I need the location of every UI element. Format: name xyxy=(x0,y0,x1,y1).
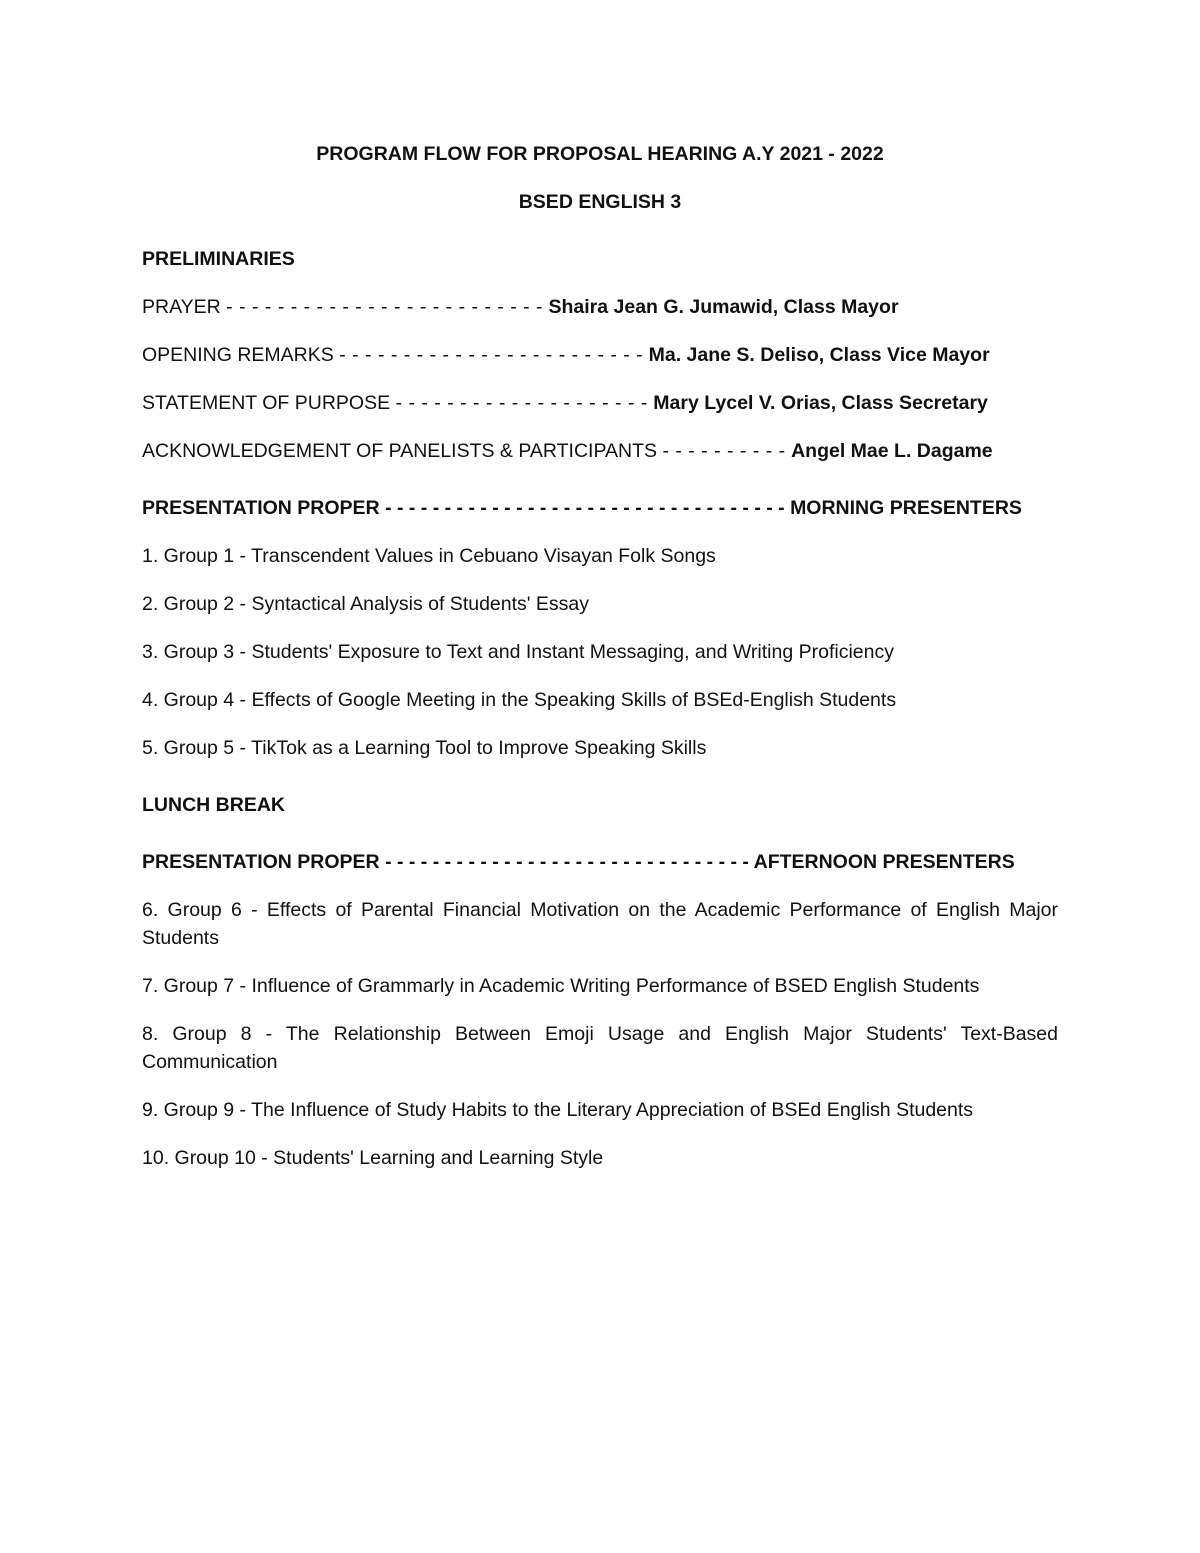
program-item-acknowledgement xyxy=(142,437,1058,465)
program-item-label: ACKNOWLEDGEMENT OF PANELISTS & PARTICIPANTS xyxy=(142,440,658,462)
dash-leader: - - - - - - - - - - xyxy=(662,440,786,462)
document-body xyxy=(142,140,1058,1172)
program-item-person: Shaira Jean G. Jumawid, Class Mayor xyxy=(548,296,899,318)
group-item: 3. Group 3 - Students' Exposure to Text and Instant Messaging, and Writing Proficiency xyxy=(142,641,894,663)
presentation-proper-label: PRESENTATION PROPER xyxy=(142,851,380,873)
program-item-label: OPENING REMARKS xyxy=(142,344,334,366)
dash-leader: - - - - - - - - - - - - - - - - - - - - - - - - - - - - - - - xyxy=(385,851,749,873)
afternoon-presentation-heading xyxy=(142,848,1058,876)
group-item: 6. Group 6 - Effects of Parental Financial Motivation on the Academic Performance of English Major Students xyxy=(142,899,1058,949)
group-item: 7. Group 7 - Influence of Grammarly in Academic Writing Performance of BSED English Students xyxy=(142,975,980,997)
group-item: 8. Group 8 - The Relationship Between Emoji Usage and English Major Students' Text-Based Communication xyxy=(142,1023,1058,1073)
document-subtitle: BSED ENGLISH 3 xyxy=(518,191,682,213)
dash-leader: - - - - - - - - - - - - - - - - - - - - - - - - xyxy=(339,344,644,366)
dash-leader: - - - - - - - - - - - - - - - - - - - - xyxy=(395,392,648,414)
presentation-proper-label: PRESENTATION PROPER xyxy=(142,497,380,519)
lunch-break-heading: LUNCH BREAK xyxy=(142,794,285,816)
dash-leader: - - - - - - - - - - - - - - - - - - - - - - - - - - - - - - - - - - xyxy=(385,497,785,519)
program-item-label: PRAYER xyxy=(142,296,221,318)
document-title: PROGRAM FLOW FOR PROPOSAL HEARING A.Y 2021 - 2022 xyxy=(316,143,884,165)
group-item: 5. Group 5 - TikTok as a Learning Tool to Improve Speaking Skills xyxy=(142,737,707,759)
program-item-person: Angel Mae L. Dagame xyxy=(791,440,993,462)
group-item: 9. Group 9 - The Influence of Study Habits to the Literary Appreciation of BSEd English Students xyxy=(142,1099,974,1121)
group-item: 2. Group 2 - Syntactical Analysis of Students' Essay xyxy=(142,593,590,615)
program-item-person: Mary Lycel V. Orias, Class Secretary xyxy=(653,392,988,414)
program-item-opening-remarks xyxy=(142,341,1058,369)
program-item-label: STATEMENT OF PURPOSE xyxy=(142,392,391,414)
program-item-person: Ma. Jane S. Deliso, Class Vice Mayor xyxy=(648,344,990,366)
session-label: AFTERNOON PRESENTERS xyxy=(753,851,1015,873)
group-item: 10. Group 10 - Students' Learning and Learning Style xyxy=(142,1147,604,1169)
group-item: 1. Group 1 - Transcendent Values in Cebuano Visayan Folk Songs xyxy=(142,545,716,567)
group-item: 4. Group 4 - Effects of Google Meeting in the Speaking Skills of BSEd-English Students xyxy=(142,689,897,711)
program-item-prayer xyxy=(142,293,1058,321)
session-label: MORNING PRESENTERS xyxy=(790,497,1022,519)
morning-presentation-heading xyxy=(142,494,1058,522)
preliminaries-heading: PRELIMINARIES xyxy=(142,248,295,270)
program-item-statement-of-purpose xyxy=(142,389,1058,417)
dash-leader: - - - - - - - - - - - - - - - - - - - - - - - - - xyxy=(226,296,544,318)
